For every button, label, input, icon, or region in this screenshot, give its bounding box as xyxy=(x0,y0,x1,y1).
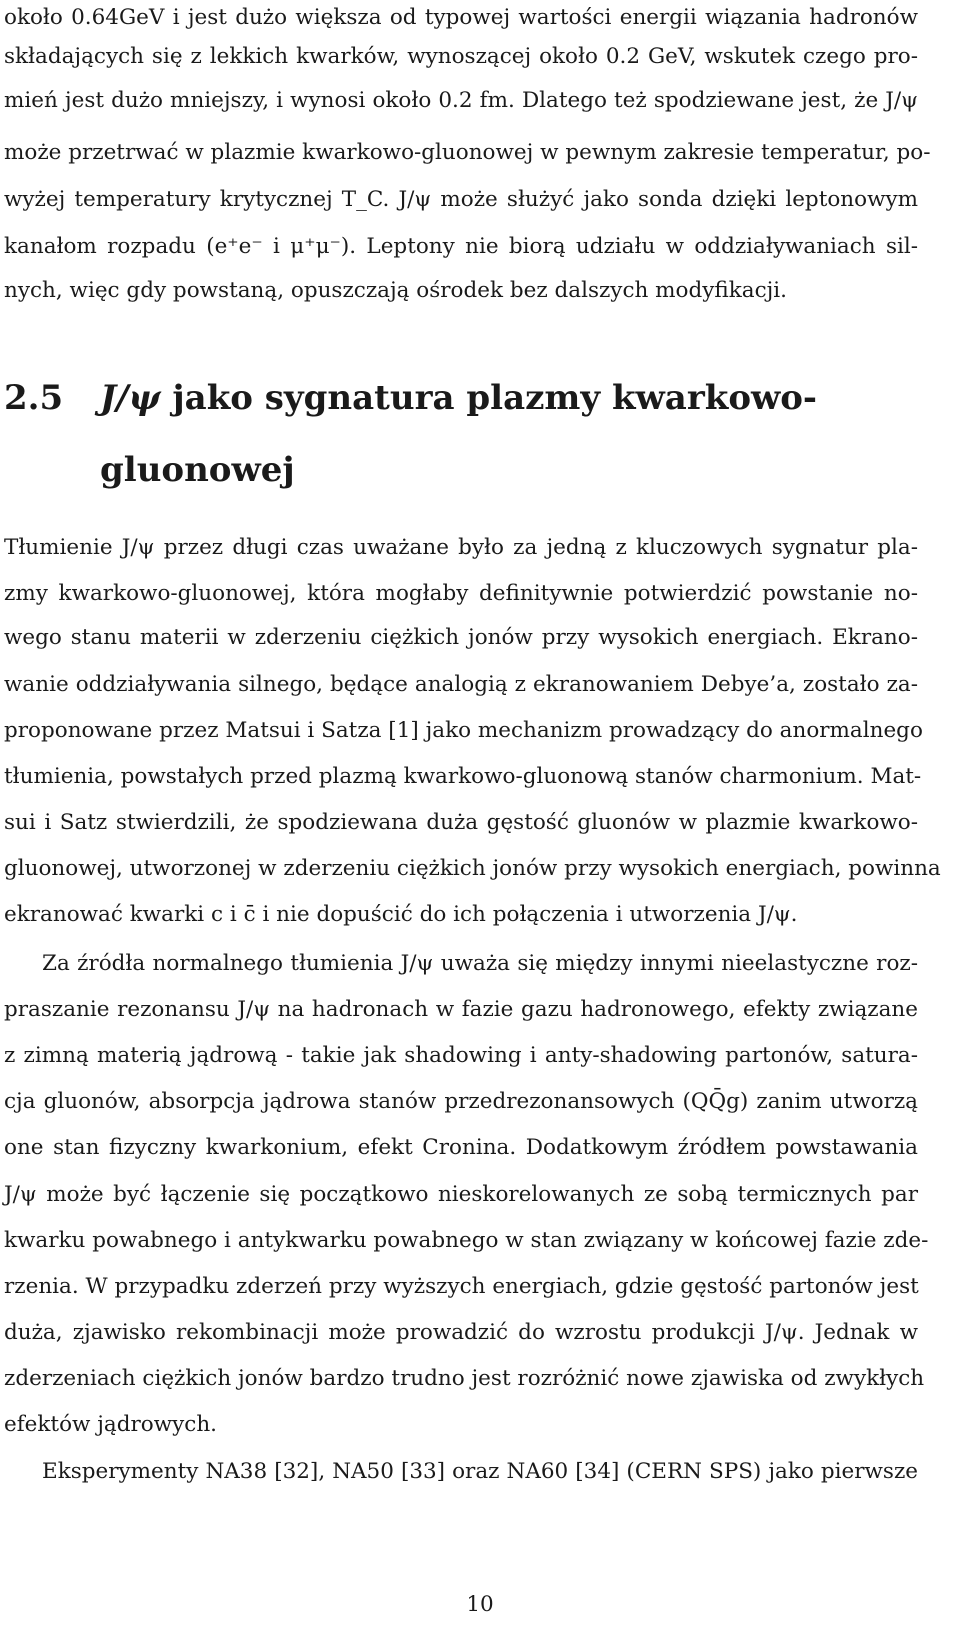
text-line: mień jest dużo mniejszy, i wynosi około 0.2 fm. Dlatego też spodziewane jest, że J/ψ xyxy=(4,88,918,113)
text-line: zmy kwarkowo-gluonowej, która mogłaby definitywnie potwierdzić powstanie no- xyxy=(4,581,918,606)
text-line: wanie oddziaływania silnego, będące analogią z ekranowaniem Debye’a, zostało za- xyxy=(4,672,918,697)
section-title-math: J/ψ xyxy=(100,378,161,418)
text-line: ekranować kwarki c i c̄ i nie dopuścić do ich połączenia i utworzenia J/ψ. xyxy=(4,902,798,927)
text-line: one stan fizyczny kwarkonium, efekt Cronina. Dodatkowym źródłem powstawania xyxy=(4,1135,918,1160)
text-line: zderzeniach ciężkich jonów bardzo trudno jest rozróżnić nowe zjawiska od zwykłych xyxy=(4,1366,925,1391)
text-line: wego stanu materii w zderzeniu ciężkich jonów przy wysokich energiach. Ekrano- xyxy=(4,625,918,650)
text-line: Tłumienie J/ψ przez długi czas uważane było za jedną z kluczowych sygnatur pla- xyxy=(4,535,918,560)
section-title-continuation: gluonowej xyxy=(100,450,295,490)
text-line: efektów jądrowych. xyxy=(4,1412,217,1437)
text-line: nych, więc gdy powstaną, opuszczają ośrodek bez dalszych modyfikacji. xyxy=(4,278,788,303)
section-title xyxy=(100,378,817,418)
text-line: gluonowej, utworzonej w zderzeniu ciężkich jonów przy wysokich energiach, powinna xyxy=(4,856,941,881)
text-line: kwarku powabnego i antykwarku powabnego w stan związany w końcowej fazie zde- xyxy=(4,1228,929,1253)
text-line: tłumienia, powstałych przed plazmą kwarkowo-gluonową stanów charmonium. Mat- xyxy=(4,764,922,789)
text-line: J/ψ może być łączenie się początkowo nieskorelowanych ze sobą termicznych par xyxy=(4,1182,918,1207)
page-number: 10 xyxy=(466,1592,494,1617)
text-line: cja gluonów, absorpcja jądrowa stanów przedrezonansowych (QQ̄g) zanim utworzą xyxy=(4,1089,918,1114)
text-line: praszanie rezonansu J/ψ na hadronach w fazie gazu hadronowego, efekty związane xyxy=(4,997,918,1022)
text-line: około 0.64GeV i jest dużo większa od typowej wartości energii wiązania hadronów xyxy=(4,5,918,30)
text-line: może przetrwać w plazmie kwarkowo-gluonowej w pewnym zakresie temperatur, po- xyxy=(4,140,931,165)
text-line: duża, zjawisko rekombinacji może prowadzić do wzrostu produkcji J/ψ. Jednak w xyxy=(4,1320,918,1345)
section-number: 2.5 xyxy=(4,378,64,418)
text-line: kanałom rozpadu (e⁺e⁻ i μ⁺μ⁻). Leptony nie biorą udziału w oddziaływaniach sil- xyxy=(4,234,918,259)
text-line: składających się z lekkich kwarków, wynoszącej około 0.2 GeV, wskutek czego pro- xyxy=(4,44,918,69)
text-line: wyżej temperatury krytycznej T_C. J/ψ może służyć jako sonda dzięki leptonowym xyxy=(4,187,918,212)
section-title-text: jako sygnatura plazmy kwarkowo- xyxy=(172,378,818,418)
text-line: rzenia. W przypadku zderzeń przy wyższych energiach, gdzie gęstość partonów jest xyxy=(4,1274,919,1299)
text-line: z zimną materią jądrową - takie jak shadowing i anty-shadowing partonów, satura- xyxy=(4,1043,918,1068)
text-line: Za źródła normalnego tłumienia J/ψ uważa się między innymi nieelastyczne roz- xyxy=(42,951,918,976)
text-line: proponowane przez Matsui i Satza [1] jako mechanizm prowadzący do anormalnego xyxy=(4,718,923,743)
text-line: sui i Satz stwierdzili, że spodziewana duża gęstość gluonów w plazmie kwarkowo- xyxy=(4,810,918,835)
text-line: Eksperymenty NA38 [32], NA50 [33] oraz NA60 [34] (CERN SPS) jako pierwsze xyxy=(42,1459,918,1484)
